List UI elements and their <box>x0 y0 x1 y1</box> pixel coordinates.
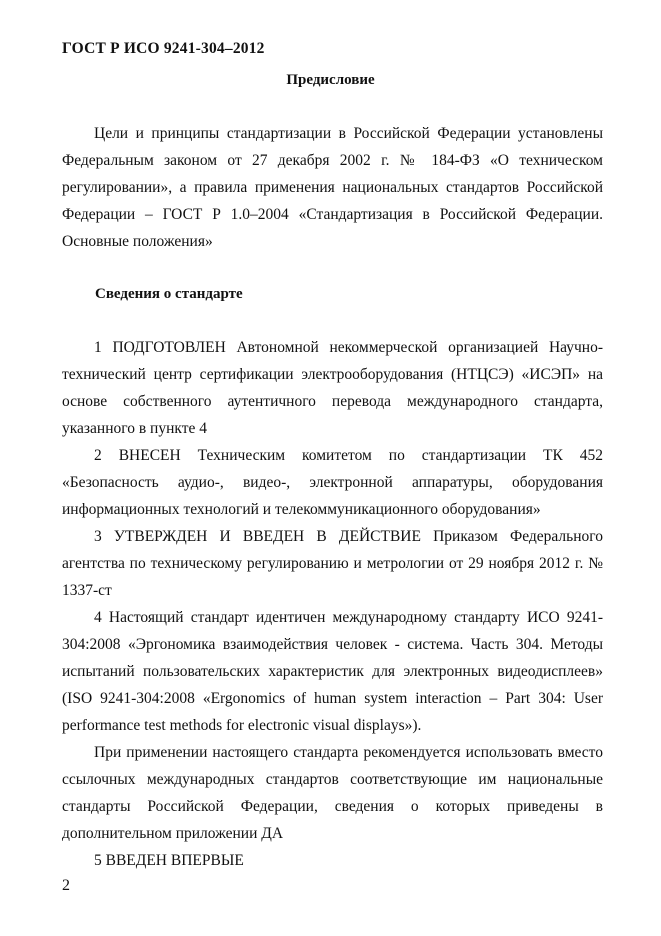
document-header: ГОСТ Р ИСО 9241-304–2012 <box>62 40 265 57</box>
section-title: Сведения о стандарте <box>95 286 243 302</box>
item-5-paragraph: 5 ВВЕДЕН ВПЕРВЫЕ <box>94 852 244 869</box>
item-2-paragraph: 2 ВНЕСЕН Техническим комитетом по стандартизации ТК 452 «Безопасность аудио-, видео-, электронной аппаратуры, оборудования информационных технологий и телекоммуникационного оборудования» <box>62 447 603 518</box>
item-4-paragraph: 4 Настоящий стандарт идентичен международному стандарту ИСО 9241-304:2008 «Эргономика взаимодействия человек - система. Часть 304. Методы испытаний пользовательских характеристик для электронных видеодисплеев» (ISO 9241-304:2008 «Ergonomics of human system interaction – Part 304: User performance test methods for electronic visual displays»). <box>62 609 603 734</box>
items-block <box>62 334 603 874</box>
page-number: 2 <box>62 877 70 894</box>
page-title: Предисловие <box>286 72 375 88</box>
intro-paragraph: Цели и принципы стандартизации в Российской Федерации установлены Федеральным законом от 27 декабря 2002 г. № 184-ФЗ «О техническом регулировании», а правила применения национальных стандартов Российской Федерации – ГОСТ Р 1.0–2004 «Стандартизация в Российской Федерации. Основные положения» <box>62 125 603 250</box>
intro-block <box>62 120 603 255</box>
item-3-paragraph: 3 УТВЕРЖДЕН И ВВЕДЕН В ДЕЙСТВИЕ Приказом Федерального агентства по техническому регулированию и метрологии от 29 ноября 2012 г. № 1337-ст <box>62 528 603 599</box>
usage-note-paragraph: При применении настоящего стандарта рекомендуется использовать вместо ссылочных международных стандартов соответствующие им национальные стандарты Российской Федерации, сведения о которых приведены в дополнительном приложении ДА <box>62 744 603 842</box>
item-1-paragraph: 1 ПОДГОТОВЛЕН Автономной некоммерческой организацией Научно-технический центр сертификации электрооборудования (НТЦСЭ) «ИСЭП» на основе собственного аутентичного перевода международного стандарта, указанного в пункте 4 <box>62 339 603 437</box>
